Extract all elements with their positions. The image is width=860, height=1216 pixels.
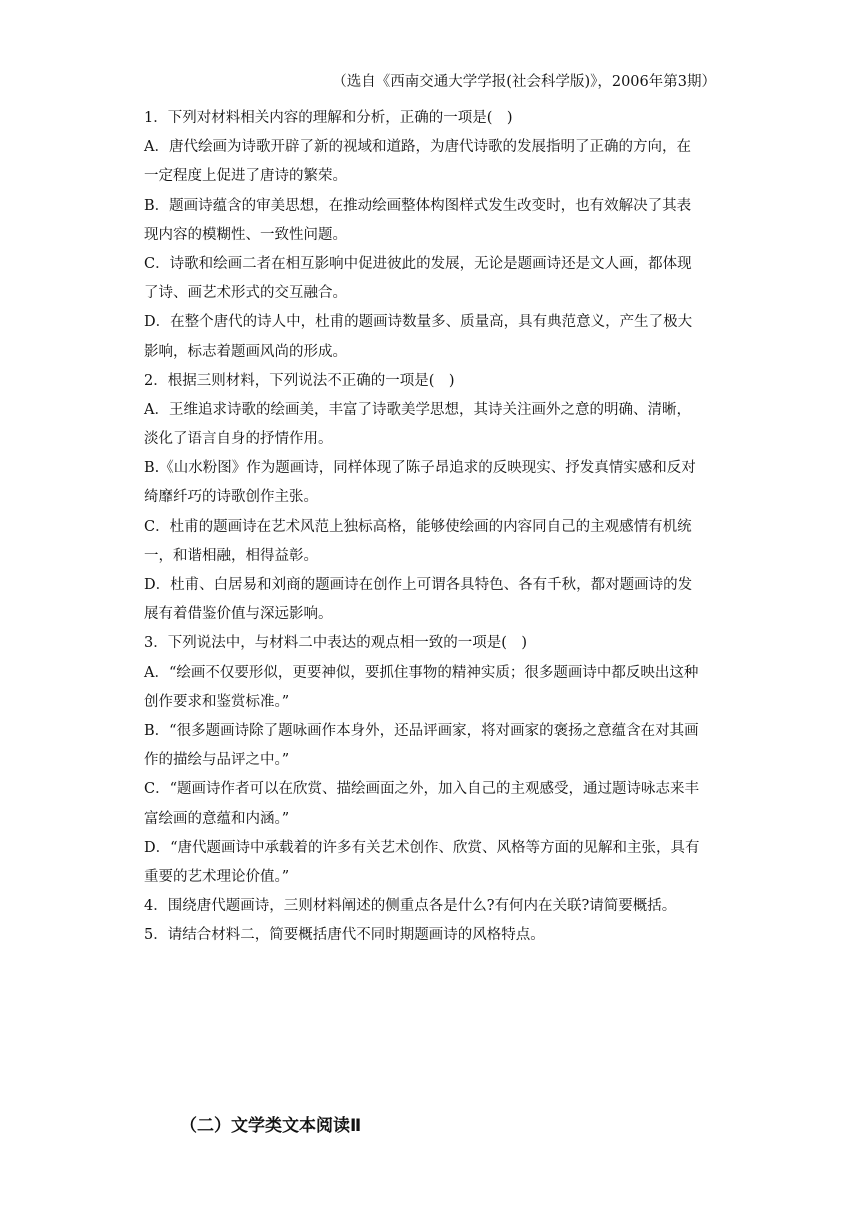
q3-option-d-line-2: 重要的艺术理论价值。” xyxy=(144,868,290,885)
q1-option-c-line-1: C．诗歌和绘画二者在相互影响中促进彼此的发展，无论是题画诗还是文人画，都体现 xyxy=(144,255,692,272)
q1-option-a-line-1: A．唐代绘画为诗歌开辟了新的视域和道路，为唐代诗歌的发展指明了正确的方向，在 xyxy=(144,139,691,156)
q3-option-a-line-1: A．“绘画不仅要形似，更要神似，要抓住事物的精神实质；很多题画诗中都反映出这种 xyxy=(144,664,699,681)
q3-option-d-line-1: D．“唐代题画诗中承载着的许多有关艺术创作、欣赏、风格等方面的见解和主张，具有 xyxy=(144,839,700,856)
q1-option-a-line-2: 一定程度上促进了唐诗的繁荣。 xyxy=(144,168,347,185)
q2-option-d-line-1: D．杜甫、白居易和刘商的题画诗在创作上可谓各具特色、各有千秋，都对题画诗的发 xyxy=(144,577,693,593)
question-1-stem: 1．下列对材料相关内容的理解和分析，正确的一项是( ) xyxy=(144,110,513,126)
q2-option-b-line-2: 绮靡纤巧的诗歌创作主张。 xyxy=(144,489,318,506)
q2-option-b-line-1: B.《山水粉图》作为题画诗，同样体现了陈子昂追求的反映现实、抒发真情实感和反对 xyxy=(144,460,696,477)
q3-option-c-line-2: 富绘画的意蕴和内涵。” xyxy=(144,810,290,827)
q2-option-a-line-2: 淡化了语言自身的抒情作用。 xyxy=(144,431,333,448)
q2-option-c-line-2: 一，和谐相融，相得益彰。 xyxy=(144,547,318,564)
q1-option-d-line-2: 影响，标志着题画风尚的形成。 xyxy=(144,343,347,360)
q3-option-a-line-2: 创作要求和鉴赏标准。” xyxy=(144,693,290,710)
q1-option-d-line-1: D．在整个唐代的诗人中，杜甫的题画诗数量多、质量高，具有典范意义，产生了极大 xyxy=(144,314,693,331)
section-heading: （二）文学类文本阅读Ⅱ xyxy=(180,1116,362,1136)
q1-option-c-line-2: 了诗、画艺术形式的交互融合。 xyxy=(144,285,347,302)
q2-option-a-line-1: A．王维追求诗歌的绘画美，丰富了诗歌美学思想，其诗关注画外之意的明确、清晰， xyxy=(144,401,691,418)
source-citation: （选自《西南交通大学学报(社会科学版)》，2006年第3期） xyxy=(332,74,716,90)
q2-option-d-line-2: 展有着借鉴价值与深远影响。 xyxy=(144,606,333,623)
q3-option-b-line-1: B．“很多题画诗除了题咏画作本身外，还品评画家，将对画家的褒扬之意蕴含在对其画 xyxy=(144,722,699,739)
question-4: 4．围绕唐代题画诗，三则材料阐述的侧重点各是什么?有何内在关联?请简要概括。 xyxy=(144,898,677,915)
q2-option-c-line-1: C．杜甫的题画诗在艺术风范上独标高格，能够使绘画的内容同自己的主观感情有机统 xyxy=(144,518,692,535)
question-3-stem: 3．下列说法中，与材料二中表达的观点相一致的一项是( ) xyxy=(144,635,528,652)
q1-option-b-line-2: 现内容的模糊性、一致性问题。 xyxy=(144,226,347,243)
q3-option-c-line-1: C．“题画诗作者可以在欣赏、描绘画面之外，加入自己的主观感受，通过题诗咏志来丰 xyxy=(144,781,700,798)
q3-option-b-line-2: 作的描绘与品评之中。” xyxy=(144,752,290,769)
question-list xyxy=(144,104,716,950)
question-2-stem: 2．根据三则材料，下列说法不正确的一项是( ) xyxy=(144,372,455,389)
q1-option-b-line-1: B．题画诗蕴含的审美思想，在推动绘画整体构图样式发生改变时，也有效解决了其表 xyxy=(144,197,692,214)
question-5: 5．请结合材料二，简要概括唐代不同时期题画诗的风格特点。 xyxy=(144,927,545,944)
